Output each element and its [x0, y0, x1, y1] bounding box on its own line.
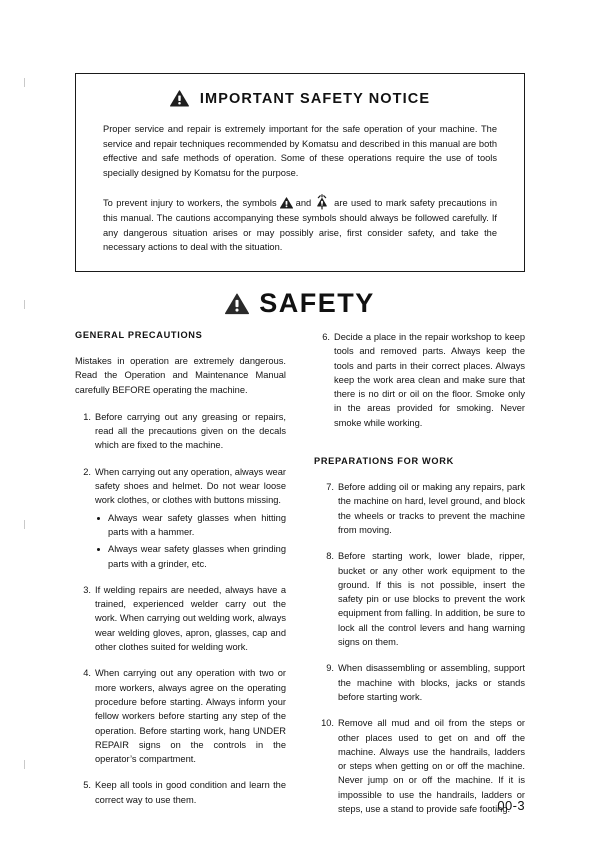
list-item-number: 9. [326, 663, 334, 674]
notice-title-row [76, 90, 524, 107]
section-title-preparations-for-work: PREPARATIONS FOR WORK [314, 456, 454, 467]
registration-tick-mark [24, 760, 25, 769]
page-number: 00-3 [497, 798, 525, 813]
list-item-number: 7. [326, 482, 334, 493]
notice-paragraph-1: Proper service and repair is extremely important for the safe operation of your machine. The service and repair techniques recommended by Komatsu and described in this manual are both effective and safe methods of operation. Some of these operations require the use of tools specially designed by Komatsu for the purpose. [103, 124, 497, 178]
list-item-text: When carrying out any operation with two or more workers, always agree on the operating procedure before starting. Always inform your fellow workers before starting any step of the operation. Before starting work, hang UNDER REPAIR signs on the controls in the operator’s compartment. [95, 668, 286, 765]
list-item-number: 1. [83, 411, 91, 422]
right-column [314, 330, 525, 816]
list-item-text: Before adding oil or making any repairs, park the machine on hard, level ground, and block the wheels or tracks to prevent the machine from moving. [338, 482, 525, 535]
notice-title: IMPORTANT SAFETY NOTICE [199, 90, 431, 107]
section-title-general-precautions: GENERAL PRECAUTIONS [75, 330, 203, 340]
list-item-number: 8. [326, 551, 334, 562]
notice-paragraph-2 [103, 194, 497, 254]
list-item [75, 410, 286, 453]
body-columns [75, 330, 525, 816]
general-precautions-list-continued [314, 330, 525, 430]
warning-triangle-burst-icon [314, 194, 330, 210]
warning-triangle-icon [280, 197, 293, 209]
list-item-text: Keep all tools in good condition and learn the correct way to use them. [95, 780, 286, 805]
list-item-number: 2. [83, 466, 91, 477]
list-item-text: If welding repairs are needed, always have a trained, experienced welder carry out the work. When carrying out welding work, always wear welding gloves, apron, glasses, cap and other clothes suited for welding work. [95, 584, 286, 653]
list-item-text: Before carrying out any greasing or repairs, read all the precautions given on the decals which are fixed to the machine. [95, 411, 286, 451]
registration-tick-mark [24, 78, 25, 87]
list-item [314, 661, 525, 704]
warning-triangle-icon [225, 293, 249, 315]
list-item [75, 778, 286, 807]
warning-triangle-icon [170, 90, 189, 107]
list-item-text: When disassembling or assembling, support the machine with blocks, jacks or stands before starting work. [338, 663, 525, 702]
general-precautions-list [75, 410, 286, 807]
notice-paragraph-2-part-3: are used to mark safety precautions in this manual. The cautions accompanying these symbols should always be followed carefully. If any dangerous situation arises or may possibly arise, first consider safety, and take the necessary actions to deal with the situation. [103, 198, 497, 253]
list-item [75, 666, 286, 766]
list-item-text: Decide a place in the repair workshop to keep tools and removed parts. Always keep the tools and parts in their correct places. Always keep the work area clean and make sure that there is no dirt or oil on the floor. Smoke only in the areas provided for smoking. Never smoke while working. [334, 332, 525, 428]
safety-heading [0, 288, 600, 319]
sub-bullet-list [95, 511, 286, 571]
list-item-number: 10. [321, 718, 334, 729]
list-item [75, 583, 286, 654]
notice-paragraph-2-part-1: To prevent injury to workers, the symbols [103, 198, 277, 209]
list-item-number: 3. [83, 584, 91, 595]
registration-tick-mark [24, 520, 25, 529]
left-column [75, 330, 286, 816]
list-item [314, 480, 525, 537]
list-item-text: Remove all mud and oil from the steps or other places used to get on and off the machine. Always use the handrails, ladders or steps when getting on or off the machine. Never jump on or off the machine. If it is impossible to use the handrails, ladders or steps, use a stand to provide safe footing. [338, 718, 525, 815]
list-item: Always wear safety glasses when hitting parts with a hammer. [95, 511, 286, 540]
preparations-for-work-list [314, 480, 525, 816]
list-item-number: 5. [83, 780, 91, 791]
important-safety-notice-box [75, 73, 525, 272]
list-item: Always wear safety glasses when grinding parts with a grinder, etc. [95, 542, 286, 571]
notice-paragraph-2-part-2: and [295, 198, 312, 209]
list-item [314, 330, 525, 430]
list-item-number: 6. [322, 332, 330, 342]
list-item-number: 4. [83, 668, 91, 679]
list-item [314, 716, 525, 816]
list-item [314, 549, 525, 649]
list-item-text: Before starting work, lower blade, ripper, bucket or any other work equipment to the ground. If this is not possible, insert the safety pin or use blocks to prevent the work equipment from falling. In addition, be sure to lock all the control levers and hang warning signs on them. [338, 551, 525, 648]
list-item [75, 465, 286, 571]
general-precautions-intro: Mistakes in operation are extremely dangerous. Read the Operation and Maintenance Manual carefully BEFORE operating the machine. [75, 356, 286, 395]
safety-heading-label: SAFETY [259, 288, 375, 318]
list-item-text: When carrying out any operation, always wear safety shoes and helmet. Do not wear loose work clothes, or clothes with buttons missing. [95, 466, 286, 506]
notice-body [76, 122, 524, 255]
